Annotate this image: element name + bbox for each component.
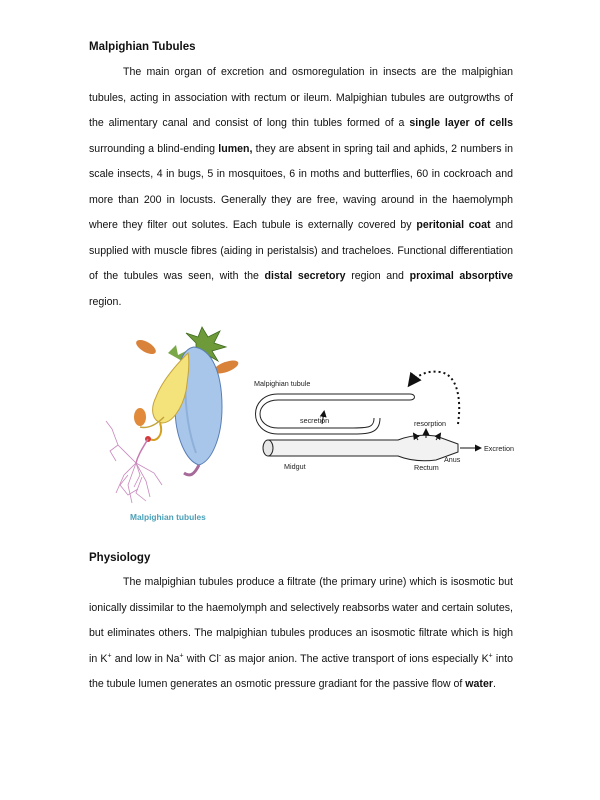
label-rectum: Rectum <box>414 463 439 472</box>
bold-term: peritonial coat <box>416 219 491 231</box>
superscript: + <box>179 651 184 659</box>
text-run: region. <box>89 295 122 308</box>
label-anus: Anus <box>444 455 461 464</box>
text-run: into the tubule lumen generates an osmotic pressure gradiant for the passive flow of <box>89 652 513 690</box>
superscript: + <box>107 651 112 659</box>
insect-malpighian-illustration <box>98 325 248 525</box>
text-run: The malpighian tubules produce a filtrate (the primary urine) which is isosmotic but ionically dissimilar to the haemolymph and selectively reabsorbs water and certain solutes, but eliminates others. The malpighian tubules produces an isosmotic filtrate which is high in K <box>89 576 513 665</box>
gut-opening <box>263 440 273 456</box>
label-midgut: Midgut <box>284 462 306 471</box>
label-excretion: Excretion <box>484 444 514 453</box>
caption-malpighian-tubules: Malpighian tubules <box>130 512 206 522</box>
paragraph-physiology <box>89 570 513 698</box>
label-resorption: resorption <box>414 419 446 428</box>
text-run: and low in Na <box>111 652 180 665</box>
label-secretion: secretion <box>300 416 330 425</box>
text-run: and supplied with muscle fibres (aiding in peristalsis) and tracheloes. Functional differentiation of the tubules was seen, with the <box>89 219 513 282</box>
text-run: they are absent in spring tail and aphids, 2 numbers in scale insects, 4 in bugs, 5 in mosquitoes, 6 in moths and butterflies, 60 in cockroach and more than 200 in locusts. Generally they are free, waving around in the haemolymph where they filter out solutes. Each tubule is externally covered by <box>89 142 513 231</box>
section-heading-physiology: Physiology <box>89 552 151 564</box>
label-malpighian-tubule: Malpighian tubule <box>254 379 311 388</box>
bold-term: lumen, <box>218 142 253 155</box>
superscript: - <box>218 651 222 659</box>
text-run: The main organ of excretion and osmoregulation in insects are the malpighian tubules, acting in association with rectum or ileum. Malpighian tubules are outgrowths of the alimentary canal and consist of long thin tubles formed of a <box>89 66 513 129</box>
bold-term: water <box>465 678 493 690</box>
superscript: + <box>488 651 493 659</box>
text-run: surrounding a blind-ending <box>89 142 219 155</box>
text-run: . <box>492 678 496 690</box>
text-run: region and <box>345 270 410 282</box>
hindgut-duct <box>184 465 199 475</box>
pink-duct <box>136 439 148 463</box>
bold-term: proximal absorptive <box>409 270 513 282</box>
leaf-orange-1 <box>134 337 158 357</box>
malpighian-tubule-diagram <box>248 362 520 476</box>
malpighian-tubule-tangle <box>106 421 162 503</box>
section-heading-malpighian-tubules: Malpighian Tubules <box>89 41 196 53</box>
text-run: as major anion. The active transport of ions especially K <box>221 652 489 665</box>
bold-term: distal secretory <box>264 270 346 282</box>
bold-term: single layer of cells <box>409 117 513 129</box>
paragraph-malpighian-tubules <box>89 60 513 315</box>
text-run: with Cl <box>183 652 219 665</box>
leaf-orange-3 <box>134 408 146 426</box>
